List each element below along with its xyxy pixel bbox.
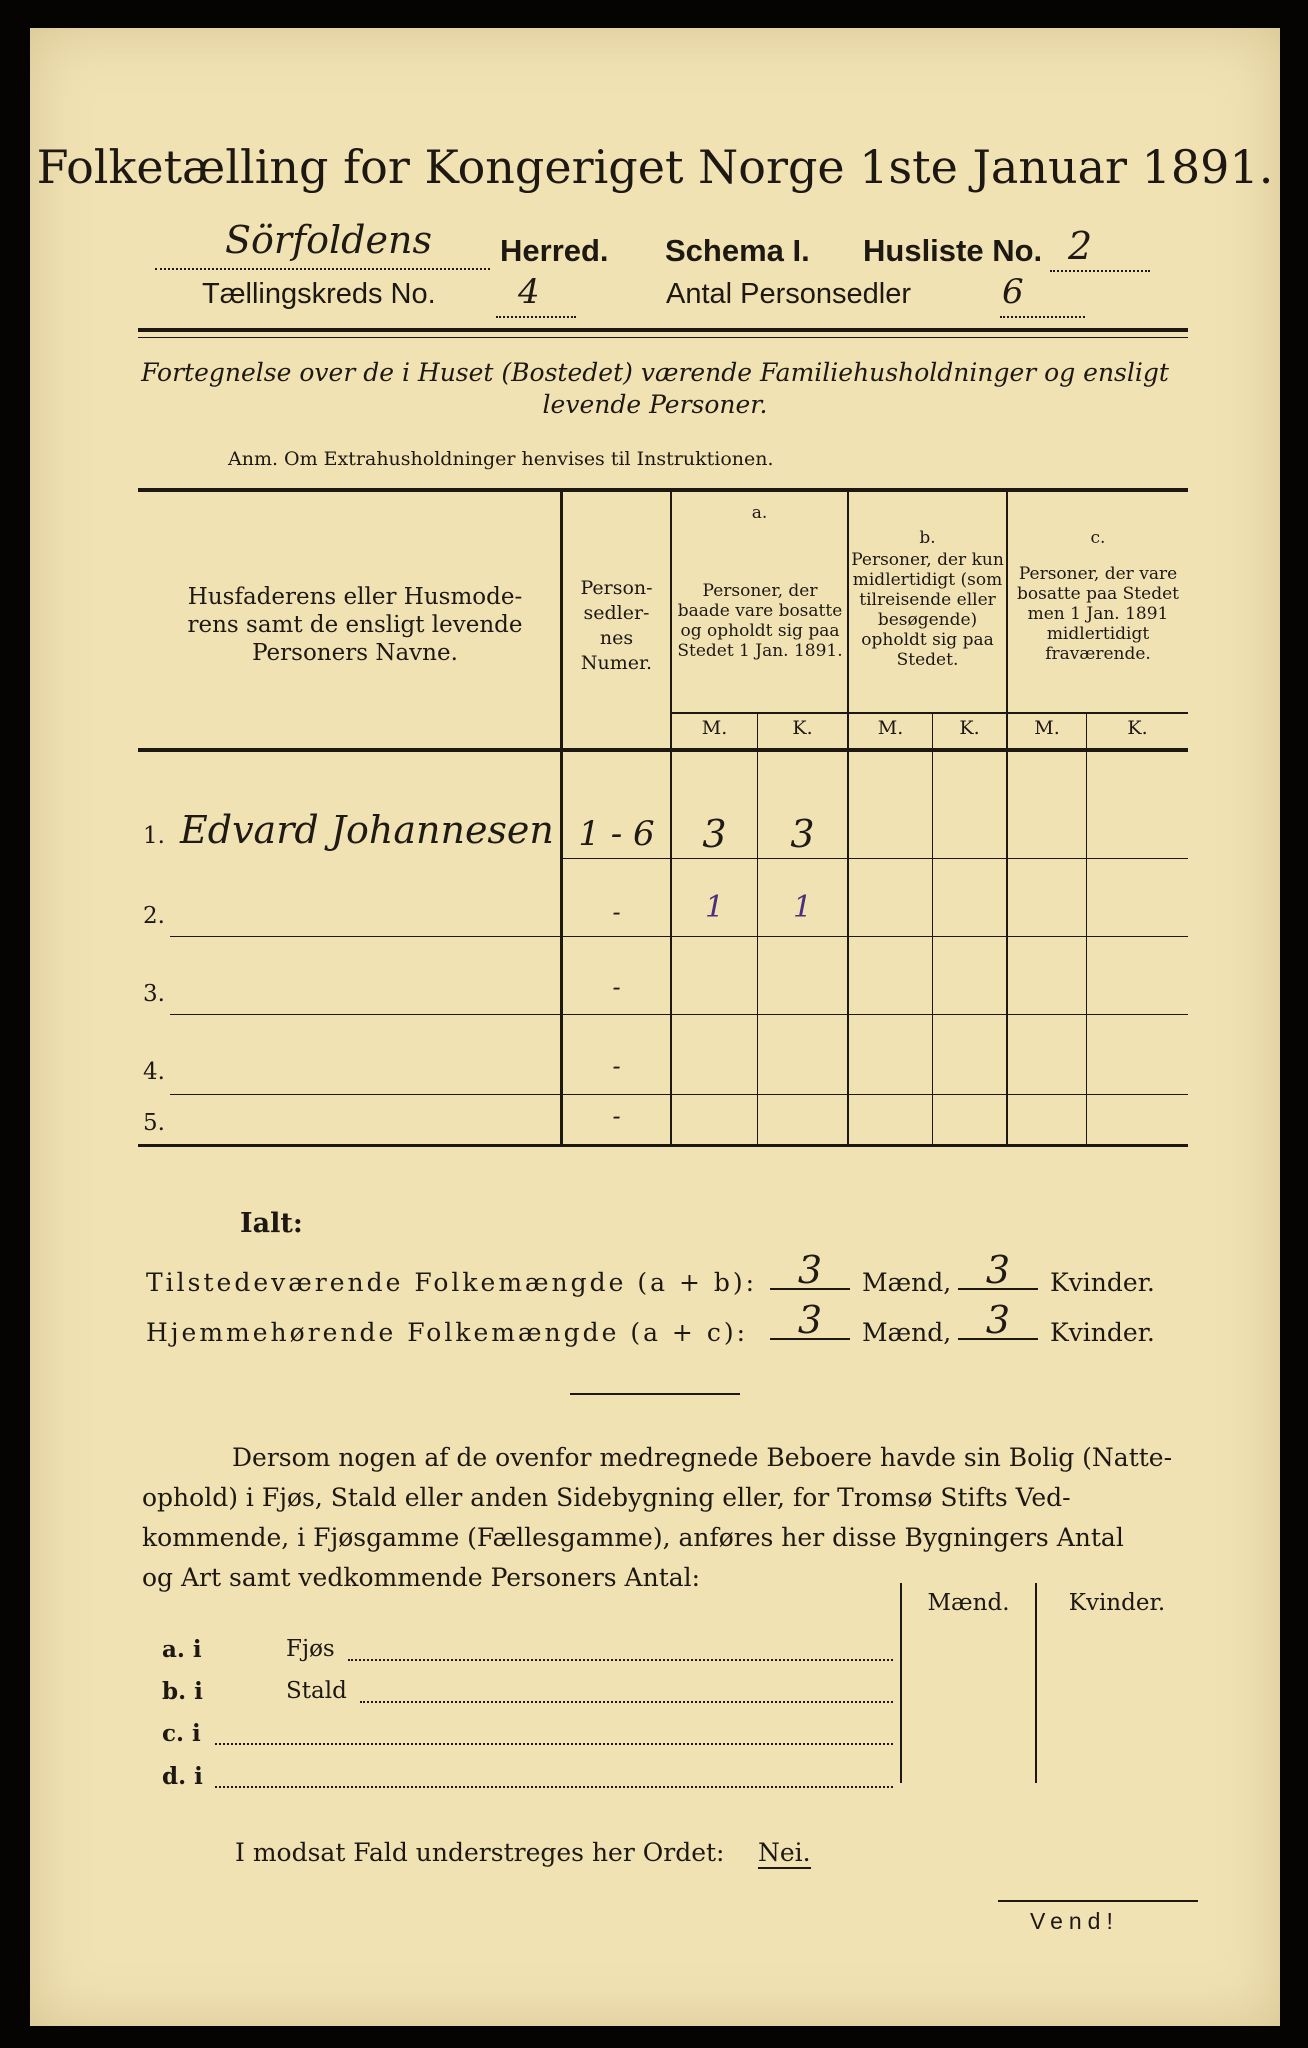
col-num-line2: sedler- xyxy=(583,602,650,624)
vline-a-mk xyxy=(757,712,758,1146)
col-b-letter: b. xyxy=(919,528,936,548)
row-number: 5. xyxy=(143,1110,165,1136)
col-a-k: K. xyxy=(792,717,813,739)
col-num-line3: nes xyxy=(599,627,634,649)
row-a-m: 3 xyxy=(702,812,727,856)
col-num-line1: Person- xyxy=(580,577,653,599)
col-name-line2: rens samt de ensligt levende xyxy=(187,612,523,638)
vend-text: Vend! xyxy=(1030,1908,1119,1934)
col-a-text: Personer, der baade vare bosatte og opholdt sig paa Stedet 1 Jan. 1891. xyxy=(677,581,843,661)
col-b-k: K. xyxy=(959,717,980,739)
schema-label: Schema I. xyxy=(665,233,810,268)
row-number: 1. xyxy=(143,823,165,849)
col-num-header xyxy=(563,576,670,676)
personsedler-value: 6 xyxy=(1002,272,1024,312)
row-a-k: 1 xyxy=(792,890,813,925)
taellingskreds-label: Tællingskreds No. xyxy=(202,278,436,310)
hjemme-label: Hjemmehørende Folkemængde (a + c): xyxy=(146,1318,748,1347)
table-header-border xyxy=(138,748,1188,752)
buildings-kvinder-header: Kvinder. xyxy=(1068,1590,1166,1616)
tilstede-maend: 3 xyxy=(797,1248,823,1292)
paragraph-line3: kommende, i Fjøsgamme (Fællesgamme), anføres her disse Bygningers Antal xyxy=(142,1523,1124,1552)
row-number: 4. xyxy=(143,1059,165,1085)
ialt-label: Ialt: xyxy=(240,1208,303,1239)
hjemme-maend: 3 xyxy=(797,1298,823,1342)
tilstede-label: Tilstedeværende Folkemængde (a + b): xyxy=(146,1268,758,1297)
col-c-letter: c. xyxy=(1090,528,1106,548)
vline-3 xyxy=(847,490,849,1146)
row-number: 3. xyxy=(143,981,165,1007)
mk-header-line xyxy=(670,712,1188,714)
vline-c-mk xyxy=(1086,712,1087,1146)
form-title: Folketælling for Kongeriget Norge 1ste Januar 1891. xyxy=(36,140,1274,194)
herred-field xyxy=(155,218,490,270)
row-a-m: 1 xyxy=(704,890,725,925)
building-dots xyxy=(215,1727,893,1745)
col-c-k: K. xyxy=(1127,717,1148,739)
vline-4 xyxy=(1006,490,1008,1146)
husliste-label: Husliste No. xyxy=(863,233,1043,268)
building-dots xyxy=(348,1643,893,1661)
building-label: Fjøs xyxy=(286,1636,335,1662)
paragraph-line1: Dersom nogen af de ovenfor medregnede Beboere havde sin Bolig (Natte- xyxy=(232,1443,1173,1472)
husliste-value: 2 xyxy=(1068,224,1093,268)
divider-top-thin xyxy=(138,337,1188,338)
paragraph xyxy=(142,1438,1197,1598)
col-c-m: M. xyxy=(1034,717,1060,739)
short-divider xyxy=(570,1393,740,1395)
building-label: Stald xyxy=(286,1678,347,1704)
hjemme-kvinder-label: Kvinder. xyxy=(1050,1318,1155,1347)
col-name-line3: Personers Navne. xyxy=(252,640,458,666)
row-a-k: 3 xyxy=(790,812,815,856)
building-letter: c. i xyxy=(162,1720,201,1747)
vend-line xyxy=(998,1900,1198,1902)
modsat-text: I modsat Fald understreges her Ordet: xyxy=(235,1838,725,1867)
row-number: 2. xyxy=(143,903,165,929)
row-rule xyxy=(170,936,1188,937)
row-name: Edvard Johannesen xyxy=(180,808,554,852)
row-person-num: - xyxy=(612,898,621,926)
herred-label: Herred. xyxy=(500,233,609,268)
col-name-header xyxy=(150,583,560,667)
personsedler-field xyxy=(1000,272,1085,318)
tilstede-maend-label: Mænd, xyxy=(862,1268,952,1297)
paragraph-line4: og Art samt vedkommende Personers Antal: xyxy=(142,1563,701,1592)
row-person-num: - xyxy=(612,1102,621,1130)
subtitle-line2: levende Personer. xyxy=(542,390,768,419)
building-dots xyxy=(215,1770,893,1788)
buildings-maend-header: Mænd. xyxy=(927,1590,1010,1616)
taellingskreds-value: 4 xyxy=(518,272,540,312)
census-form-page xyxy=(30,28,1280,2026)
vline-b-mk xyxy=(932,712,933,1146)
herred-name: Sörfoldens xyxy=(225,218,432,262)
tilstede-kvinder: 3 xyxy=(985,1248,1011,1292)
col-a-m: M. xyxy=(701,717,728,739)
table-top-border xyxy=(138,488,1188,492)
row-person-num: - xyxy=(612,973,621,1001)
hjemme-maend-label: Mænd, xyxy=(862,1318,952,1347)
nei-word: Nei. xyxy=(758,1838,811,1867)
row-rule xyxy=(563,858,1188,859)
personsedler-label: Antal Personsedler xyxy=(666,278,912,310)
husliste-field xyxy=(1050,224,1150,272)
building-letter: d. i xyxy=(162,1763,203,1790)
subtitle-line1: Fortegnelse over de i Huset (Bostedet) værende Familiehusholdninger og ensligt xyxy=(141,358,1169,387)
col-b-text: Personer, der kun midlertidigt (som tilreisende eller besøgende) opholdt sig paa Stedet. xyxy=(851,550,1004,670)
col-a-letter: a. xyxy=(751,503,768,523)
anm-note: Anm. Om Extrahusholdninger henvises til Instruktionen. xyxy=(228,448,774,470)
taellingskreds-field xyxy=(496,272,576,318)
building-letter: a. i xyxy=(162,1636,202,1663)
building-letter: b. i xyxy=(162,1678,203,1705)
row-rule xyxy=(170,1094,1188,1095)
paragraph-line2: ophold) i Fjøs, Stald eller anden Sidebygning eller, for Tromsø Stifts Ved- xyxy=(142,1483,1071,1512)
building-dots xyxy=(360,1685,893,1703)
hjemme-kvinder: 3 xyxy=(985,1298,1011,1342)
row-person-num: - xyxy=(612,1052,621,1080)
row-rule xyxy=(170,1014,1188,1015)
table-bottom-border xyxy=(138,1144,1188,1147)
row-person-num: 1 - 6 xyxy=(578,814,655,854)
col-num-line4: Numer. xyxy=(580,652,653,674)
col-b-m: M. xyxy=(877,717,904,739)
col-c-text: Personer, der vare bosatte paa Stedet men 1 Jan. 1891 midlertidigt fraværende. xyxy=(1017,564,1179,664)
divider-top xyxy=(138,328,1188,332)
col-name-line1: Husfaderens eller Husmode- xyxy=(187,584,523,610)
tilstede-kvinder-label: Kvinder. xyxy=(1050,1268,1155,1297)
